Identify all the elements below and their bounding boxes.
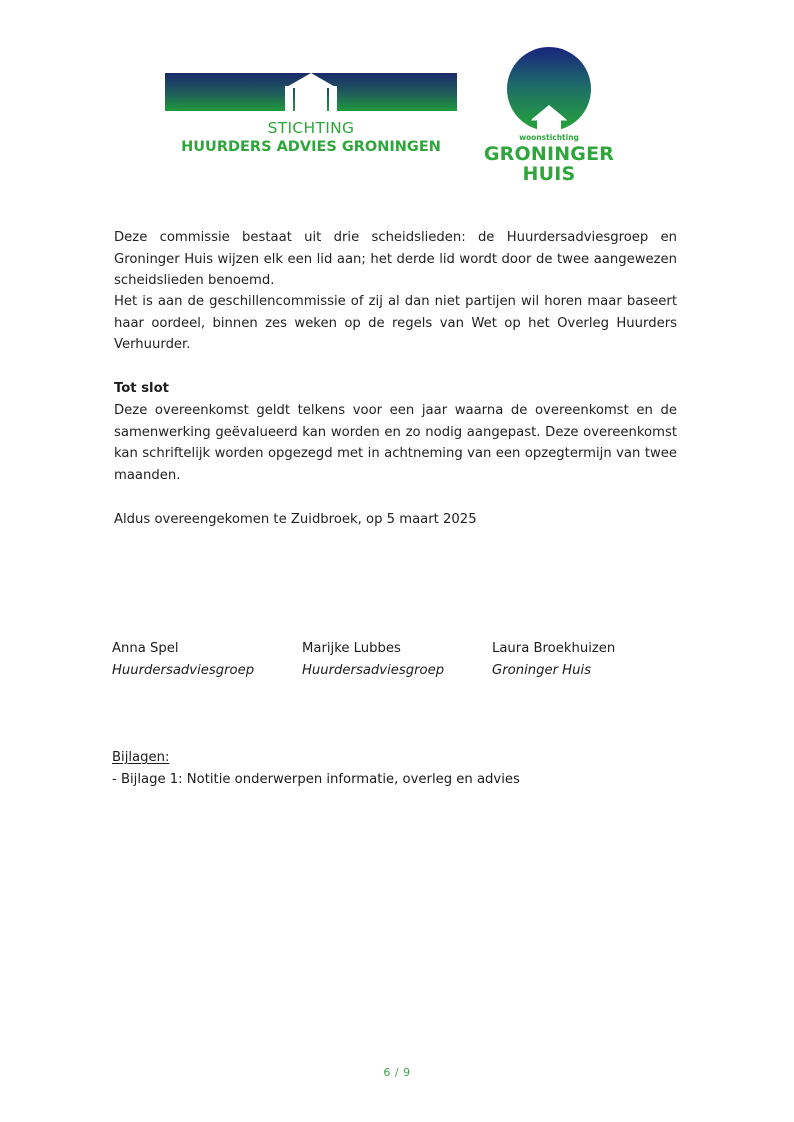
- signatory: [302, 638, 492, 682]
- paragraph-line: Groninger Huis wijzen elk een lid aan; het derde lid wordt door de twee aangewezen: [114, 251, 677, 267]
- paragraph-line: haar oordeel, binnen zes weken op de regels van Wet op het Overleg Huurders: [114, 315, 677, 331]
- paragraph-line: maanden.: [114, 468, 181, 484]
- paragraph-line: Het is aan de geschillencommissie of zij al dan niet partijen wil horen maar baseert: [114, 294, 677, 309]
- logo-sha-line1: STICHTING: [267, 119, 355, 137]
- house-band-icon: [165, 72, 457, 111]
- signatory: [492, 638, 682, 682]
- paragraph-line: Verhuurder.: [114, 337, 191, 353]
- logo-huurders-advies-groningen: [165, 72, 457, 162]
- house-circle-icon: [505, 47, 593, 131]
- section-title-tot-slot: Tot slot: [114, 381, 169, 396]
- paragraph-line: kan schriftelijk worden opgezegd met in achtneming van een opzegtermijn van twee: [114, 446, 677, 462]
- signatory-name: Anna Spel: [112, 641, 179, 656]
- signatory: [112, 638, 302, 682]
- paragraph-line: samenwerking geëvalueerd kan worden en zo nodig aangepast. Deze overeenkomst: [114, 424, 677, 440]
- signatory-organisation: Groninger Huis: [492, 663, 591, 678]
- signatory-organisation: Huurdersadviesgroep: [302, 663, 445, 678]
- page-number: 6 / 9: [383, 1066, 411, 1079]
- paragraph-closing-terms: [114, 400, 677, 487]
- signatory-organisation: Huurdersadviesgroep: [112, 663, 255, 678]
- paragraph-dispute-committee: [114, 291, 677, 356]
- paragraph-commission: [114, 227, 677, 292]
- logo-gh-line1: GRONINGER: [483, 143, 615, 165]
- logo-groninger-huis: [478, 47, 620, 185]
- logo-gh-small-text: woonstichting: [519, 133, 579, 142]
- paragraph-line: Deze commissie bestaat uit drie scheidslieden: de Huurdersadviesgroep en: [114, 230, 677, 245]
- paragraph-line: Deze overeenkomst geldt telkens voor een jaar waarna de overeenkomst en de: [114, 403, 677, 418]
- attachment-item: - Bijlage 1: Notitie onderwerpen informatie, overleg en advies: [112, 772, 520, 787]
- logo-sha-line2: HUURDERS ADVIES GRONINGEN: [181, 139, 441, 155]
- logo-gh-line2: HUIS: [522, 163, 576, 185]
- signatory-name: Marijke Lubbes: [302, 641, 401, 656]
- paragraph-line: scheidslieden benoemd.: [114, 273, 275, 289]
- closing-statement: Aldus overeengekomen te Zuidbroek, op 5 maart 2025: [114, 512, 477, 527]
- signatory-name: Laura Broekhuizen: [492, 641, 616, 656]
- attachments-heading: Bijlagen:: [112, 750, 170, 765]
